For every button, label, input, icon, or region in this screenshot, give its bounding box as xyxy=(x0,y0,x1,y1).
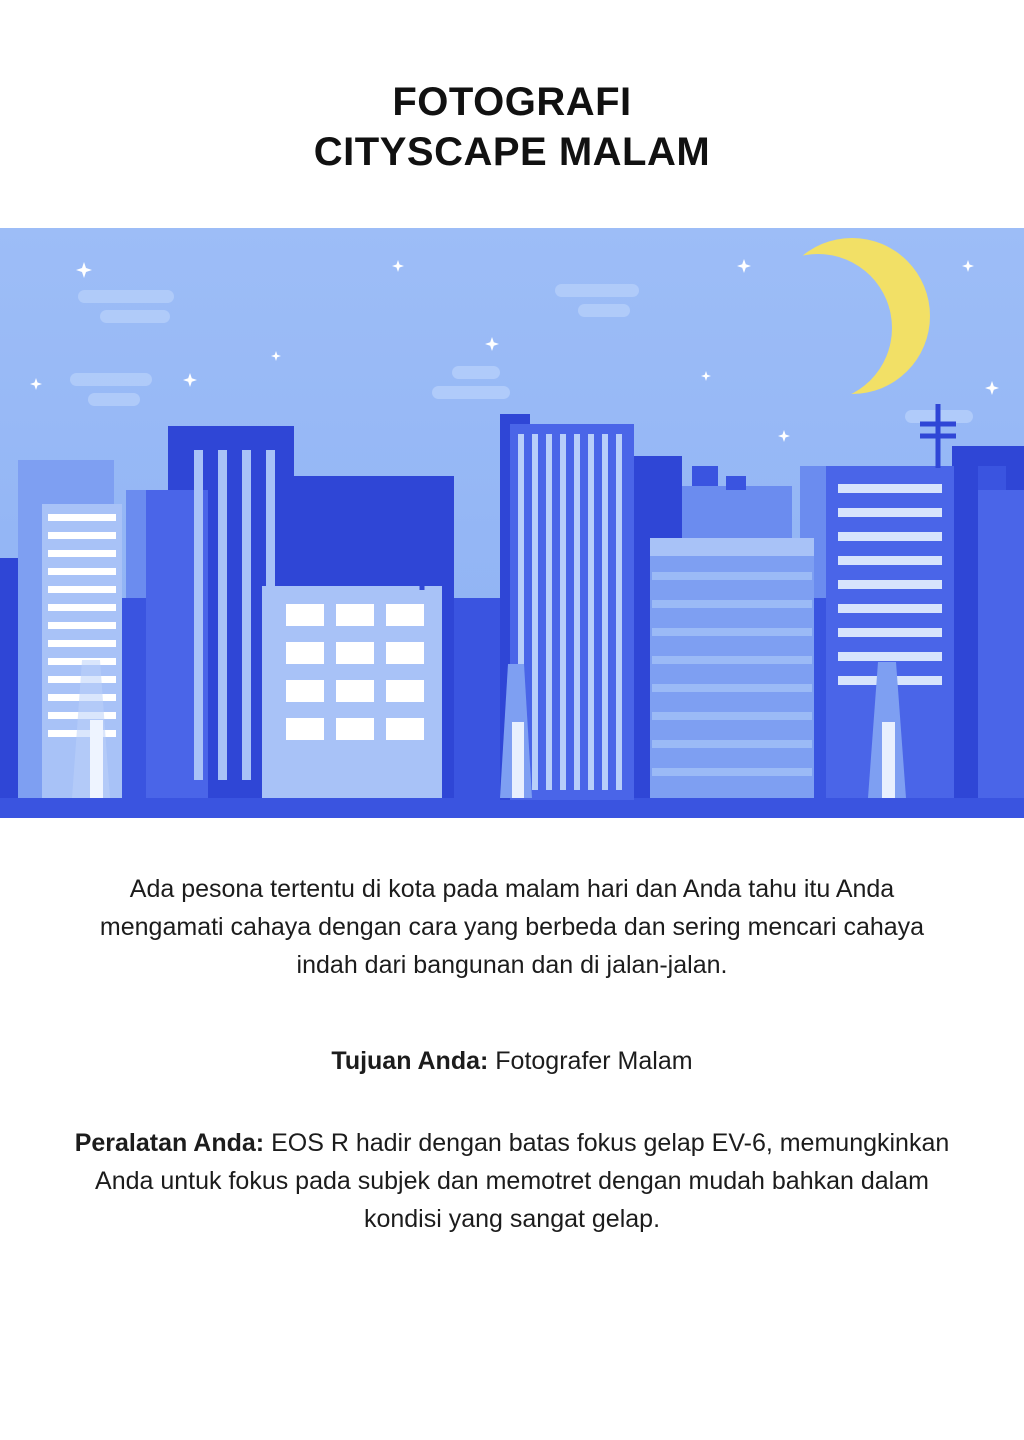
right-building-windows xyxy=(838,484,942,685)
gear-paragraph xyxy=(72,1124,952,1238)
intro-paragraph: Ada pesona tertentu di kota pada malam hari dan Anda tahu itu Anda mengamati cahaya dengan cara yang berbeda dan sering mencari cahaya indah dari bangunan dan di jalan-jalan. xyxy=(99,875,925,979)
moon-icon xyxy=(774,238,930,394)
goal-value: Fotografer Malam xyxy=(495,1047,693,1075)
goal-paragraph xyxy=(72,1042,952,1080)
gear-value: EOS R hadir dengan batas fokus gelap EV-6, memungkinkan Anda untuk fokus pada subjek dan memotret dengan mudah bahkan dalam kondisi yang sangat gelap. xyxy=(95,1129,950,1233)
gear-label: Peralatan Anda: xyxy=(74,1129,272,1157)
body-content xyxy=(0,870,1024,1238)
title-line-1: FOTOGRAFI xyxy=(392,80,632,124)
page-title xyxy=(0,0,1024,177)
night-cityscape-illustration xyxy=(0,228,1024,818)
goal-label: Tujuan Anda: xyxy=(331,1047,496,1075)
title-line-2: CITYSCAPE MALAM xyxy=(313,129,711,174)
